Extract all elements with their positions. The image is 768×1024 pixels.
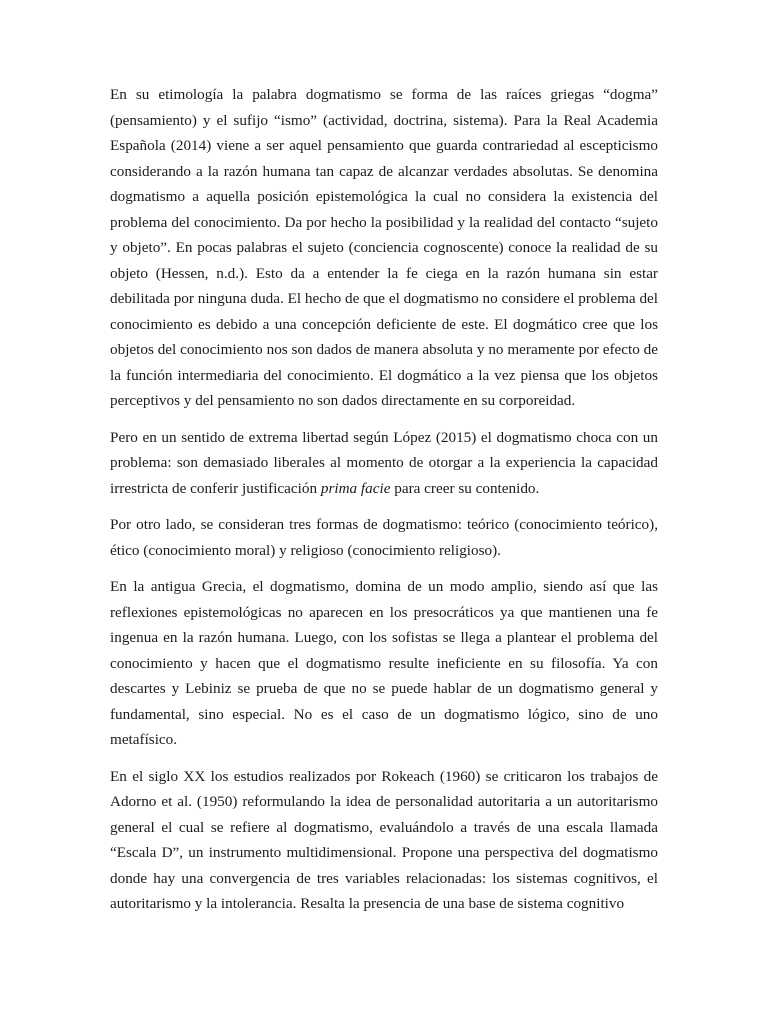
paragraph-lopez	[110, 425, 658, 502]
paragraph-forms: Por otro lado, se consideran tres formas de dogmatismo: teórico (conocimiento teórico), ético (conocimiento moral) y religioso (conocimiento religioso).	[110, 516, 658, 559]
paragraph-lopez-text-before: Pero en un sentido de extrema libertad según López (2015) el dogmatismo choca con un problema: son demasiado liberales al momento de otorgar a la experiencia la capacidad irrestricta de conferir justificación	[110, 428, 658, 497]
paragraph-rokeach: En el siglo XX los estudios realizados por Rokeach (1960) se criticaron los trabajos de Adorno et al. (1950) reformulando la idea de personalidad autoritaria a un autoritarismo general el cual se refiere al dogmatismo, evaluándolo a través de una escala llamada “Escala D”, un instrumento multidimensional. Propone una perspectiva del dogmatismo donde hay una convergencia de tres variables relacionadas: los sistemas cognitivos, el autoritarismo y la intolerancia. Resalta la presencia de una base de sistema cognitivo	[110, 767, 658, 912]
paragraph-lopez-text-after: para creer su contenido.	[390, 479, 540, 497]
document-page	[110, 82, 658, 928]
paragraph-lopez-italic-term: prima facie	[320, 479, 391, 497]
paragraph-greece: En la antigua Grecia, el dogmatismo, domina de un modo amplio, siendo así que las reflexiones epistemológicas no aparecen en los presocráticos ya que mantienen una fe ingenua en la razón humana. Luego, con los sofistas se llega a plantear el problema del conocimiento y hacen que el dogmatismo resulte ineficiente en su filosofía. Ya con descartes y Lebiniz se prueba de que no se puede hablar de un dogmatismo general y fundamental, sino especial. No es el caso de un dogmatismo lógico, sino de uno metafísico.	[110, 578, 658, 748]
paragraph-etymology: En su etimología la palabra dogmatismo se forma de las raíces griegas “dogma” (pensamiento) y el sufijo “ismo” (actividad, doctrina, sistema). Para la Real Academia Española (2014) viene a ser aquel pensamiento que guarda contrariedad al escepticismo considerando a la razón humana tan capaz de alcanzar verdades absolutas. Se denomina dogmatismo a aquella posición epistemológica la cual no considera la existencia del problema del conocimiento. Da por hecho la posibilidad y la realidad del contacto “sujeto y objeto”. En pocas palabras el sujeto (conciencia cognoscente) conoce la realidad de su objeto (Hessen, n.d.). Esto da a entender la fe ciega en la razón humana sin estar debilitada por ninguna duda. El hecho de que el dogmatismo no considere el problema del conocimiento es debido a una concepción deficiente de este. El dogmático cree que los objetos del conocimiento nos son dados de manera absoluta y no meramente por efecto de la función intermediaria del conocimiento. El dogmático a la vez piensa que los objetos perceptivos y del pensamiento no son dados directamente en su corporeidad.	[110, 86, 658, 409]
